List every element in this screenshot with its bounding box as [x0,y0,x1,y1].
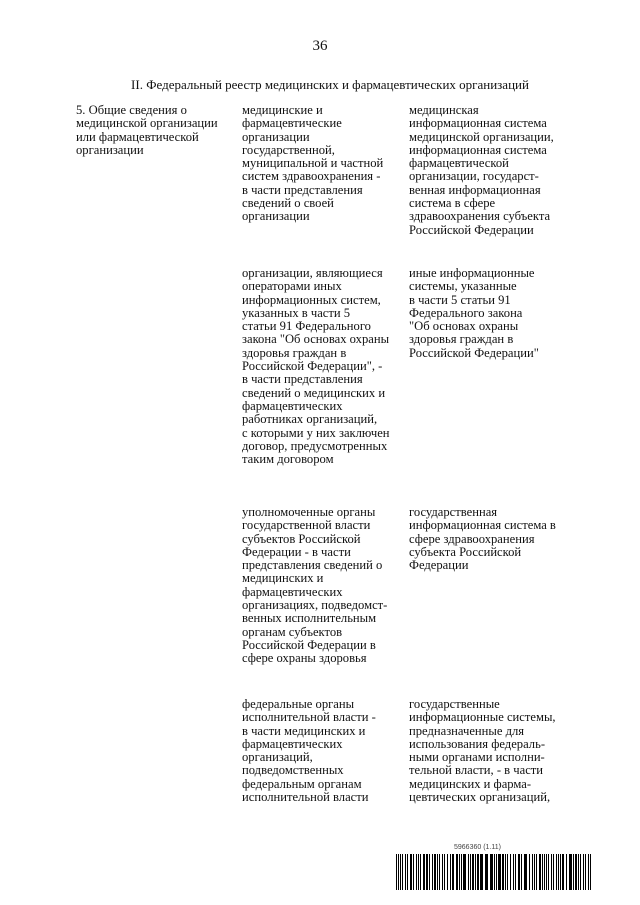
row-1-provider: медицинские и фармацевтические организации государственной, муниципальной и частной систем здравоохранения - в части представления сведений о своей организации [242,103,384,224]
row-2-provider: организации, являющиеся операторами иных информационных систем, указанных в части 5 статьи 91 Федерального закона "Об основах охраны здоровья граждан в Российской Федерации", - в части представления сведений о медицинских и фармацевтических работниках организаций, с которыми у них заключен договор, предусмотренных таким договором [242,266,390,467]
row-2-information-system: иные информационные системы, указанные в части 5 статьи 91 Федерального закона "Об основах охраны здоровья граждан в Российской Федерации" [409,266,539,360]
row-1-information-system: медицинская информационная система медицинской организации, информационная система фармацевтической организации, государст- венная информационная система в сфере здравоохранения субъекта Российской Федерации [409,103,554,237]
document-code: 5966360 (1.11) [454,844,501,851]
row-1-information-type: 5. Общие сведения о медицинской организации или фармацевтической организации [76,103,218,157]
page-number: 36 [312,38,328,54]
row-4-information-system: государственные информационные системы, предназначенные для использования федераль- ными органами исполни- тельной власти, - в части медицинских и фарма- цевтических организаций, [409,697,556,805]
row-4-provider: федеральные органы исполнительной власти - в части медицинских и фармацевтических организаций, подведомственных федеральным органам исполнительной власти [242,697,376,805]
barcode-icon [396,854,592,890]
row-3-provider: уполномоченные органы государственной власти субъектов Российской Федерации - в части представления сведений о медицинских и фармацевтических организациях, подведомст- венных исполнительным органам субъектов Российской Федерации в сфере охраны здоровья [242,505,388,666]
document-footer [396,844,592,892]
section-title: II. Федеральный реестр медицинских и фармацевтических организаций [131,77,529,92]
row-3-information-system: государственная информационная система в сфере здравоохранения субъекта Российской Федерации [409,505,556,573]
